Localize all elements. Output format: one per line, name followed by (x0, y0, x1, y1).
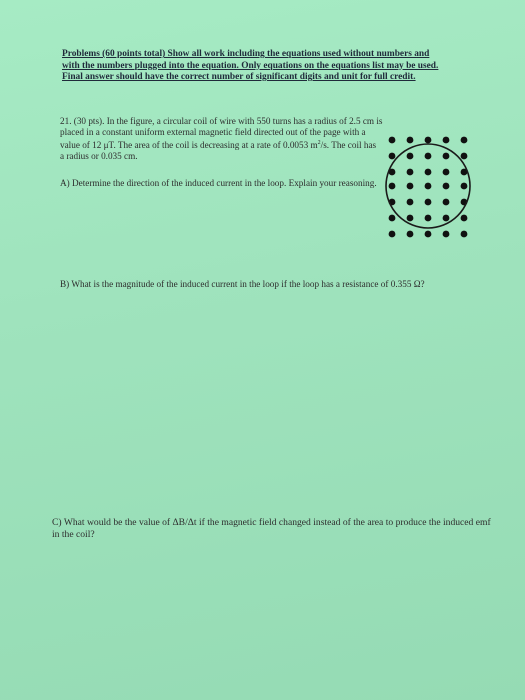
field-dot (443, 231, 450, 238)
field-dot (461, 137, 468, 144)
field-dot (389, 231, 396, 238)
superscript: 2 (317, 140, 321, 147)
field-dot (443, 169, 450, 176)
field-dot (407, 169, 414, 176)
field-dot (389, 183, 396, 190)
field-dot (425, 199, 432, 206)
problem-21-intro-text: placed in a constant uniform external magnetic field directed out of the page with a value of 12 μT. The area of the coil is decreasing at a rate of 0.0053 m (60, 127, 366, 151)
field-dot (461, 183, 468, 190)
field-dot (461, 215, 468, 222)
field-dot (407, 153, 414, 160)
instructions-header: Problems (60 points total) Show all work including the equations used without numbers and with the numbers plugged into the equation. Only equations on the equations list may be used. Final answer should have the correct number of significant digits and unit for full credit. (62, 49, 439, 83)
field-dot (389, 153, 396, 160)
field-dot (425, 137, 432, 144)
field-dot (389, 215, 396, 222)
field-dot (443, 153, 450, 160)
field-dot (407, 183, 414, 190)
problem-21-intro (60, 127, 380, 163)
field-dot (461, 153, 468, 160)
field-dot (443, 215, 450, 222)
magnetic-field-figure (378, 124, 478, 246)
field-dot (407, 199, 414, 206)
field-dot (425, 169, 432, 176)
field-dot (407, 231, 414, 238)
field-dot (425, 231, 432, 238)
field-dot (443, 199, 450, 206)
part-c-question: C) What would be the value of ΔB/Δt if the magnetic field changed instead of the area to produce the induced emf in the coil? (52, 517, 491, 540)
field-dots (389, 137, 468, 238)
field-dot (407, 137, 414, 144)
field-dot (443, 183, 450, 190)
field-dot (389, 137, 396, 144)
problem-21-intro-text-end: /s. The coil has a radius or 0.035 cm. (60, 140, 377, 162)
problem-21-intro-line1: 21. (30 pts). In the figure, a circular coil of wire with 550 turns has a radius of 2.5 cm is (60, 116, 383, 126)
field-dot (461, 231, 468, 238)
part-a-question: A) Determine the direction of the induced current in the loop. Explain your reasoning. (60, 178, 377, 188)
field-dot (425, 153, 432, 160)
field-dot (425, 215, 432, 222)
part-b-question: B) What is the magnitude of the induced current in the loop if the loop has a resistance of 0.355 Ω? (60, 279, 425, 289)
field-dot (407, 215, 414, 222)
field-dot (443, 137, 450, 144)
field-dot (425, 183, 432, 190)
